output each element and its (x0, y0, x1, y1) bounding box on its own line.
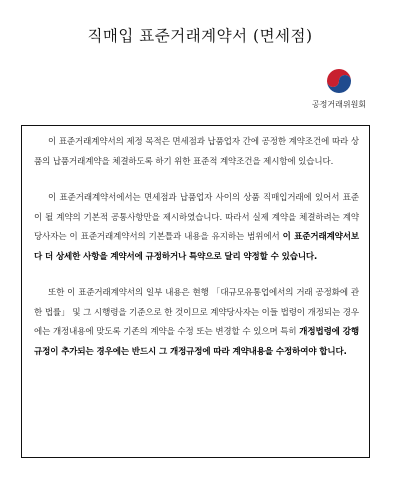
notice-paragraph-1-text: 이 표준거래계약서의 제정 목적은 면세점과 납품업자 간에 공정한 계약조건에 따라 상품의 납품거래계약을 체결하도록 하기 위한 표준적 계약조건을 제시함에 있습니다. (34, 137, 359, 167)
notice-paragraph-3-text: 또한 이 표준거래계약서의 일부 내용은 현행 「대규모유통업에서의 거래 공정화에 관한 법률」 및 그 시행령을 기준으로 한 것이므로 계약당사자는 이들 법령이 개정되는 경우에는 개정내용에 맞도록 기존의 계약을 수정 또는 변경할 수 있으며 특히 (34, 288, 359, 337)
notice-paragraph-2-emphasis: 이 표준거래계약서보다 더 상세한 사항을 계약서에 규정하거나 특약으로 달리 약정할 수 있습니다. (34, 232, 360, 262)
org-name: 공정거래위원회 (311, 100, 367, 109)
document-title: 직매입 표준거래계약서 (면세점) (87, 27, 313, 45)
notice-paragraph-3-emphasis: 개정법령에 강행규정이 추가되는 경우에는 반드시 그 개정규정에 따라 계약내용을 수정하여야 합니다. (34, 327, 359, 357)
notice-paragraph-2-text: 이 표준거래계약서에서는 면세점과 납품업자 사이의 상품 직매입거래에 있어서 표준이 될 계약의 기본적 공통사항만을 제시하였습니다. 따라서 실제 계약을 체결하려는 계약당사자는 이 표준거래계약서의 기본틀과 내용을 유지하는 범위에서 (34, 193, 359, 242)
ftc-logo (311, 66, 367, 110)
notice-paragraph-2 (34, 189, 359, 267)
notice-paragraph-1 (34, 133, 359, 172)
notice-paragraph-3 (34, 284, 359, 362)
notice-box (21, 125, 370, 458)
taegeuk-emblem-icon (324, 66, 354, 96)
